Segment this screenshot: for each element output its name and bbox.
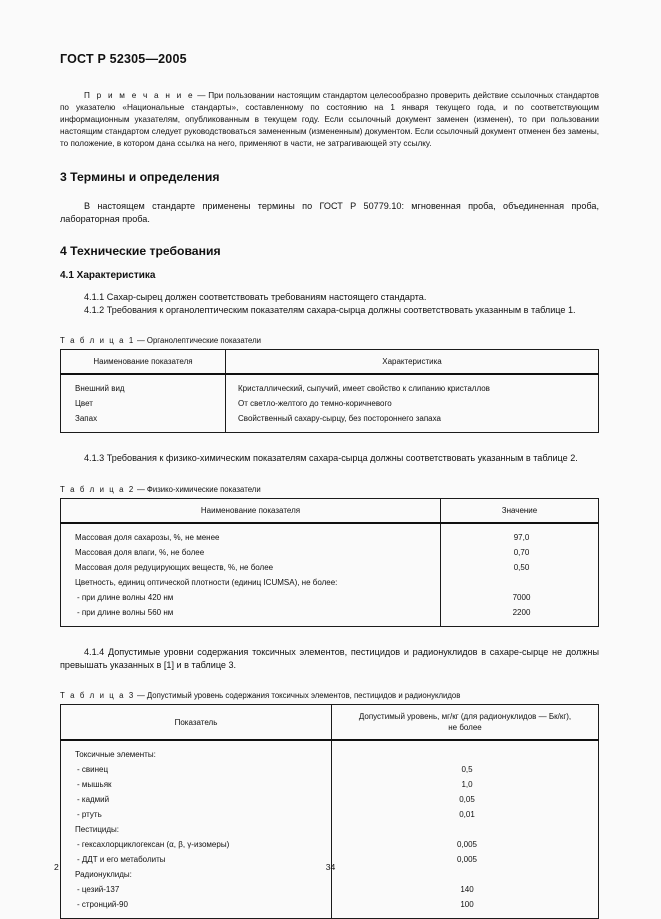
standard-designation: ГОСТ Р 52305—2005 (60, 52, 187, 66)
table-cell-empty (344, 747, 590, 762)
table-cell: Свойственный сахару-сырцу, без постороннего запаха (238, 414, 441, 424)
table-2-caption (60, 485, 599, 494)
table-cell: Кристаллический, сыпучий, имеет свойство к слипанию кристаллов (238, 384, 490, 394)
table-cell: - ДДТ и его метаболиты (77, 855, 166, 865)
table-cell: - кадмий (77, 795, 110, 805)
table-cell: 140 (460, 885, 474, 895)
table-3-col-indicator (61, 740, 332, 919)
table-1-col-characteristic (226, 374, 599, 433)
subsection-heading-characteristic: 4.1 Характеристика (60, 270, 156, 282)
table-cell: Внешний вид (75, 384, 125, 394)
table-cell: Массовая доля редуцирующих веществ, %, не более (75, 562, 274, 572)
table-organoleptic-indicators (60, 349, 599, 433)
table-cell-empty (344, 822, 590, 837)
table-cell: 0,01 (459, 810, 475, 820)
paragraph-4-1-2: 4.1.2 Требования к органолептическим показателям сахара-сырца должны соответствовать указанным в таблице 1. (84, 304, 576, 315)
table-1-col-indicator (61, 374, 226, 433)
table-3-header-level-line2: не более (448, 723, 482, 733)
paragraph-4-1-3: 4.1.3 Требования к физико-химическим показателям сахара-сырца должны соответствовать указанным в таблице 2. (84, 453, 578, 464)
note-dash: — (194, 91, 209, 100)
table-physico-chemical-indicators (60, 498, 599, 627)
table-cell: - ртуть (77, 810, 102, 820)
table-cell: 1,0 (461, 780, 473, 790)
table-cell: Цвет (75, 399, 93, 409)
note-body: При пользовании настоящим стандартом целесообразно проверить действие ссылочных стандартов по указателю «Национальные стандарты», составленному по состоянию на 1 января текущего года, и по соответствующим информационным указателям, опубликованным в текущем году. Если ссылочный документ заменен (изменен), то при пользовании настоящим стандартом следует руководствоваться замененным (измененным) документом. Если ссылочный документ отменен без замены, то положение, в котором дана ссылка на него, применяют в части, не затрагивающей эту ссылку. (60, 91, 599, 148)
table-cell: 0,50 (513, 562, 530, 572)
page-content (60, 0, 599, 919)
reference-note (60, 90, 599, 150)
table-cell: Цветность, единиц оптической плотности (единиц ICUMSA), не более: (75, 577, 338, 587)
table-cell: 7000 (512, 592, 531, 602)
table-cell: 97,0 (513, 532, 530, 542)
table-1-caption (60, 336, 599, 345)
table-2-caption-text: — Физико-химические показатели (134, 484, 261, 494)
table-cell: 100 (460, 900, 474, 910)
table-cell: - цезий-137 (77, 885, 120, 895)
table-cell: Массовая доля влаги, %, не более (75, 547, 205, 557)
table-cell: - гексахлорциклогексан (α, β, γ-изомеры) (77, 840, 230, 850)
table-cell: Запах (75, 414, 98, 424)
table-1-caption-label: Т а б л и ц а 1 (60, 336, 135, 346)
table-1-header-indicator: Наименование показателя (61, 350, 226, 375)
footer-page-number-left: 2 (54, 862, 59, 872)
table-2-caption-label: Т а б л и ц а 2 (60, 484, 135, 494)
table-3-header-level-line1: Допустимый уровень, мг/кг (для радионуклидов — Бк/кг), (358, 712, 572, 722)
table-cell: Радионуклиды: (75, 870, 132, 880)
table-cell: - при длине волны 420 нм (77, 592, 174, 602)
table-cell: Токсичные элементы: (75, 750, 156, 760)
table-permissible-levels (60, 704, 599, 919)
table-row-header (61, 350, 599, 375)
table-cell: - при длине волны 560 нм (77, 607, 174, 617)
table-1-caption-text: — Органолептические показатели (134, 336, 261, 346)
table-cell: 2200 (512, 607, 531, 617)
table-1-header-characteristic: Характеристика (226, 350, 599, 375)
table-cell: - мышьяк (77, 780, 112, 790)
page-footer (0, 862, 661, 876)
footer-page-number-center: 34 (325, 862, 336, 872)
table-cell: 0,005 (456, 855, 478, 865)
table-row-header (61, 498, 599, 523)
table-cell: От светло-желтого до темно-коричневого (238, 399, 392, 409)
note-label: П р и м е ч а н и е (84, 91, 195, 100)
table-2-header-indicator: Наименование показателя (61, 498, 441, 523)
table-3-header-level (332, 705, 599, 741)
table-row (61, 374, 599, 433)
table-cell: - свинец (77, 765, 109, 775)
table-cell: Пестициды: (75, 825, 120, 835)
table-3-caption (60, 691, 599, 700)
paragraph-4-1-4: 4.1.4 Допустимые уровни содержания токсичных элементов, пестицидов и радионуклидов в сахаре-сырце не должны превышать указанных в [1] и в таблице 3. (60, 646, 599, 670)
table-3-header-indicator: Показатель (61, 705, 332, 741)
paragraph-4-1-1: 4.1.1 Сахар-сырец должен соответствовать требованиям настоящего стандарта. (84, 292, 427, 303)
table-cell: 0,05 (459, 795, 475, 805)
table-cell: - стронций-90 (77, 900, 128, 910)
section-heading-terms: 3 Термины и определения (60, 170, 220, 184)
section-heading-technical: 4 Технические требования (60, 244, 221, 259)
table-cell: 0,70 (513, 547, 530, 557)
table-cell: 0,005 (456, 840, 478, 850)
table-cell-empty (453, 575, 590, 590)
table-cell: Массовая доля сахарозы, %, не менее (75, 532, 220, 542)
table-3-col-level (332, 740, 599, 919)
table-2-col-indicator (61, 523, 441, 627)
table-row-header (61, 705, 599, 741)
table-row (61, 523, 599, 627)
table-row (61, 740, 599, 919)
terms-paragraph: В настоящем стандарте применены термины по ГОСТ Р 50779.10: мгновенная проба, объединенная проба, лабораторная проба. (60, 201, 599, 224)
table-cell: 0,5 (461, 765, 473, 775)
table-2-header-value: Значение (441, 498, 599, 523)
table-3-caption-label: Т а б л и ц а 3 (60, 691, 135, 701)
table-3-caption-text: — Допустимый уровень содержания токсичных элементов, пестицидов и радионуклидов (134, 691, 461, 701)
table-2-col-value (441, 523, 599, 627)
